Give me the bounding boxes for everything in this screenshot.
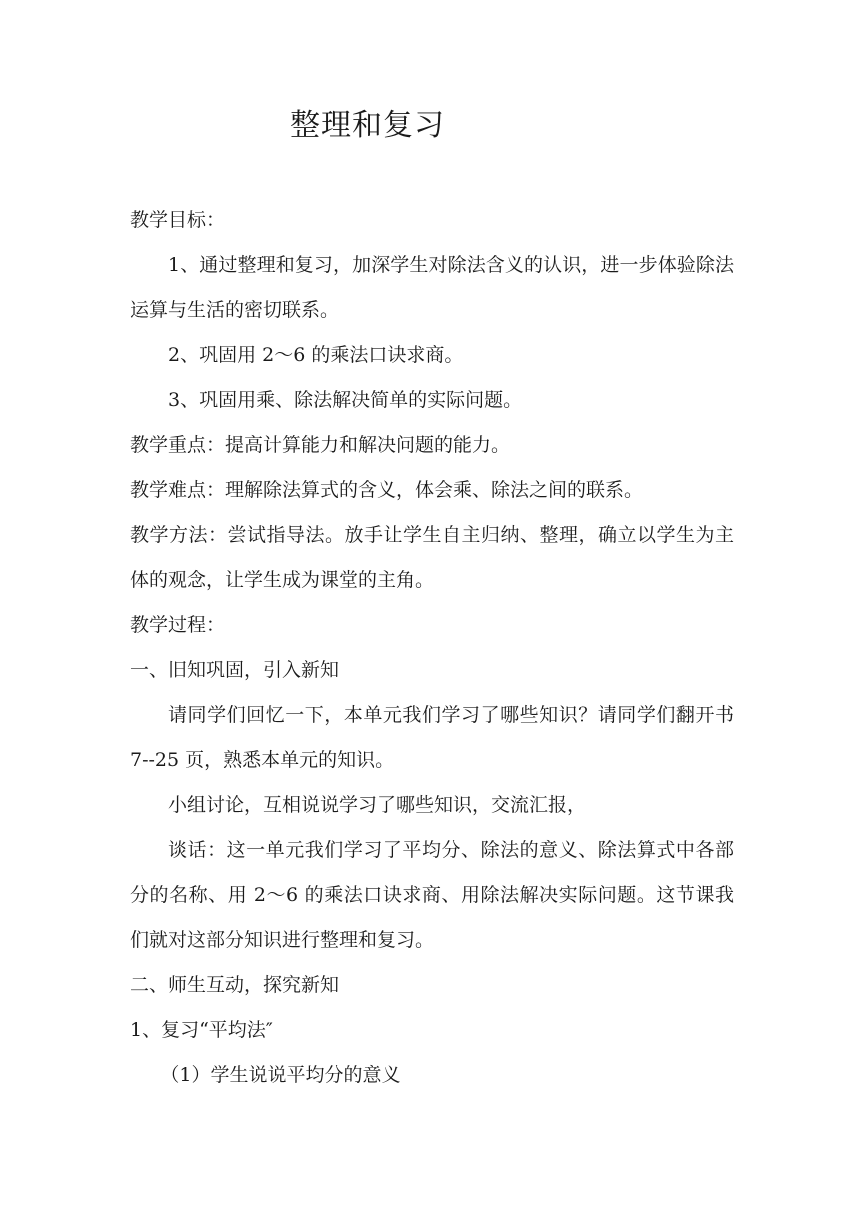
key-points: 教学重点：提高计算能力和解决问题的能力。: [130, 434, 511, 456]
objective-item-3: 3、巩固用乘、除法解决简单的实际问题。: [168, 389, 523, 411]
review-sub-item: （1）学生说说平均分的意义: [160, 1064, 401, 1086]
process-paragraph: 谈话：这一单元我们学习了平均分、除法的意义、除法算式中各部分的名称、用 2～6 的乘法口诀求商、用除法解决实际问题。这节课我们就对这部分知识进行整理和复习。: [130, 839, 734, 951]
objective-item-1: 1、通过整理和复习，加深学生对除法含义的认识，进一步体验除法运算与生活的密切联系。: [130, 254, 734, 321]
objective-item-2: 2、巩固用 2～6 的乘法口诀求商。: [168, 344, 464, 366]
document-body: [130, 198, 734, 1098]
process-step-1-heading: 一、旧知巩固，引入新知: [130, 659, 340, 681]
section-heading-process: 教学过程：: [130, 614, 226, 636]
teaching-method: 教学方法：尝试指导法。放手让学生自主归纳、整理，确立以学生为主体的观念，让学生成为课堂的主角。: [130, 524, 734, 591]
process-paragraph: 小组讨论，互相说说学习了哪些知识，交流汇报，: [168, 794, 587, 816]
section-heading-objectives: 教学目标：: [130, 209, 226, 231]
difficult-points: 教学难点：理解除法算式的含义，体会乘、除法之间的联系。: [130, 479, 644, 501]
review-item-heading: 1、复习“平均法″: [130, 1019, 273, 1041]
page-title: 整理和复习: [290, 108, 445, 143]
process-paragraph: 请同学们回忆一下，本单元我们学习了哪些知识？请同学们翻开书 7--25 页，熟悉本单元的知识。: [130, 704, 734, 771]
process-step-2-heading: 二、师生互动，探究新知: [130, 974, 340, 996]
